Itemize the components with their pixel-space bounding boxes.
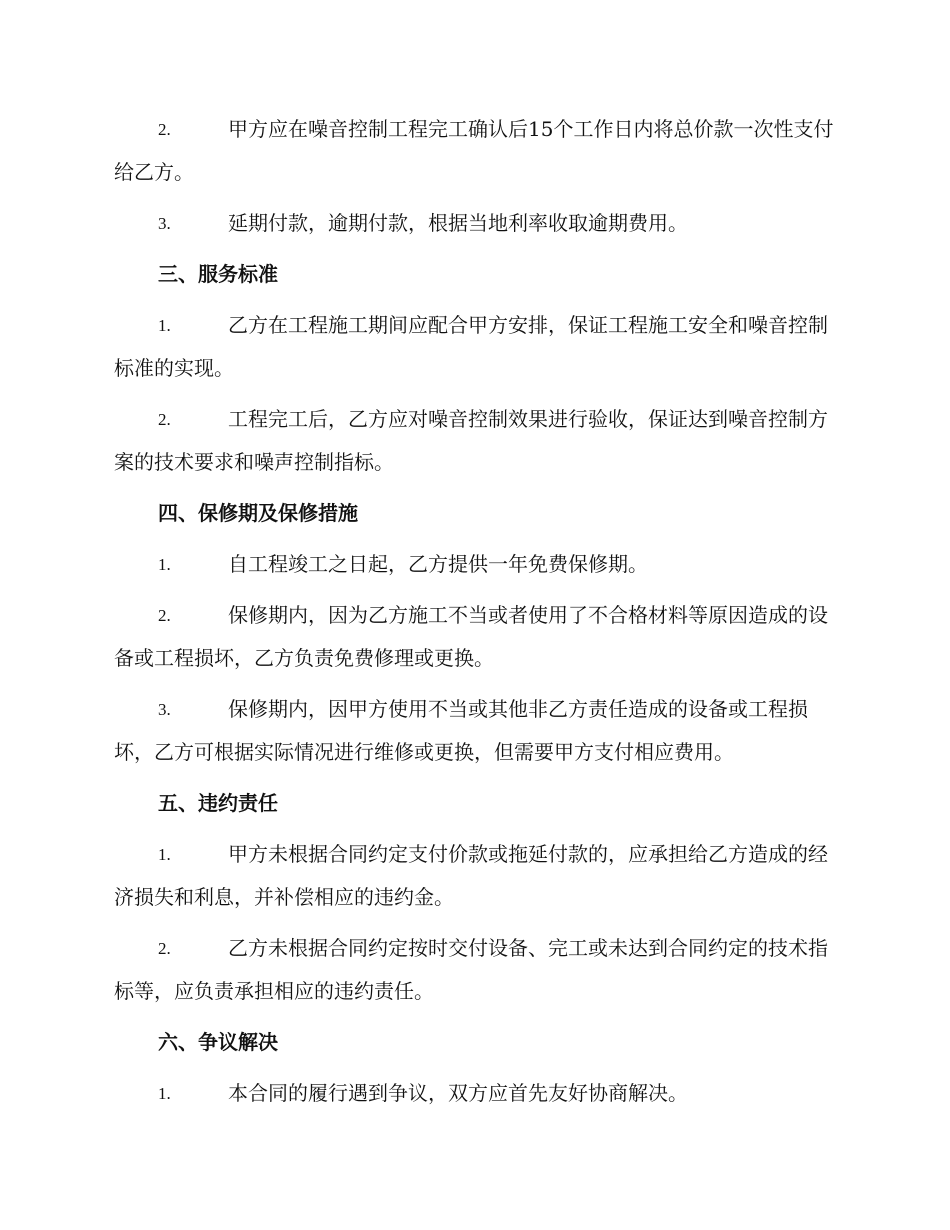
clause-text: 甲方未根据合同约定支付价款或拖延付款的，应承担给乙方造成的经济损失和利息，并补偿相应的违约金。 bbox=[114, 842, 828, 909]
clause-number: 2. bbox=[158, 606, 171, 625]
clause-item bbox=[114, 688, 836, 774]
section-heading-service-standards: 三、服务标准 bbox=[158, 262, 278, 286]
clause-text: 甲方应在噪音控制工程完工确认后15个工作日内将总价款一次性支付给乙方。 bbox=[114, 117, 834, 184]
clause-text: 乙方在工程施工期间应配合甲方安排，保证工程施工安全和噪音控制标准的实现。 bbox=[114, 313, 828, 380]
document-page bbox=[114, 108, 836, 1123]
clause-item bbox=[114, 202, 836, 245]
clause-item bbox=[114, 1072, 836, 1115]
clause-text: 保修期内，因为乙方施工不当或者使用了不合格材料等原因造成的设备或工程损坏，乙方负责免费修理或更换。 bbox=[114, 603, 828, 670]
clause-number: 1. bbox=[158, 555, 171, 574]
clause-text: 工程完工后，乙方应对噪音控制效果进行验收，保证达到噪音控制方案的技术要求和噪声控制指标。 bbox=[114, 407, 828, 474]
clause-item bbox=[114, 108, 836, 194]
clause-item bbox=[114, 594, 836, 680]
section-heading-dispute: 六、争议解决 bbox=[158, 1030, 278, 1054]
clause-text: 乙方未根据合同约定按时交付设备、完工或未达到合同约定的技术指标等，应负责承担相应的违约责任。 bbox=[114, 936, 828, 1003]
clause-item bbox=[114, 927, 836, 1013]
clause-number: 1. bbox=[158, 316, 171, 335]
clause-item bbox=[114, 304, 836, 390]
clause-number: 2. bbox=[158, 939, 171, 958]
clause-item bbox=[114, 833, 836, 919]
section-heading-warranty: 四、保修期及保修措施 bbox=[158, 501, 358, 525]
clause-number: 1. bbox=[158, 1084, 171, 1103]
clause-item bbox=[114, 398, 836, 484]
clause-number: 2. bbox=[158, 410, 171, 429]
clause-number: 2. bbox=[158, 120, 171, 139]
clause-text: 本合同的履行遇到争议，双方应首先友好协商解决。 bbox=[228, 1081, 688, 1105]
section-heading-breach: 五、违约责任 bbox=[158, 791, 278, 815]
clause-item bbox=[114, 543, 836, 586]
clause-number: 1. bbox=[158, 845, 171, 864]
clause-number: 3. bbox=[158, 700, 171, 719]
clause-number: 3. bbox=[158, 214, 171, 233]
clause-text: 延期付款，逾期付款，根据当地利率收取逾期费用。 bbox=[228, 211, 688, 235]
clause-text: 保修期内，因甲方使用不当或其他非乙方责任造成的设备或工程损坏，乙方可根据实际情况进行维修或更换，但需要甲方支付相应费用。 bbox=[114, 697, 808, 764]
clause-text: 自工程竣工之日起，乙方提供一年免费保修期。 bbox=[228, 552, 648, 576]
